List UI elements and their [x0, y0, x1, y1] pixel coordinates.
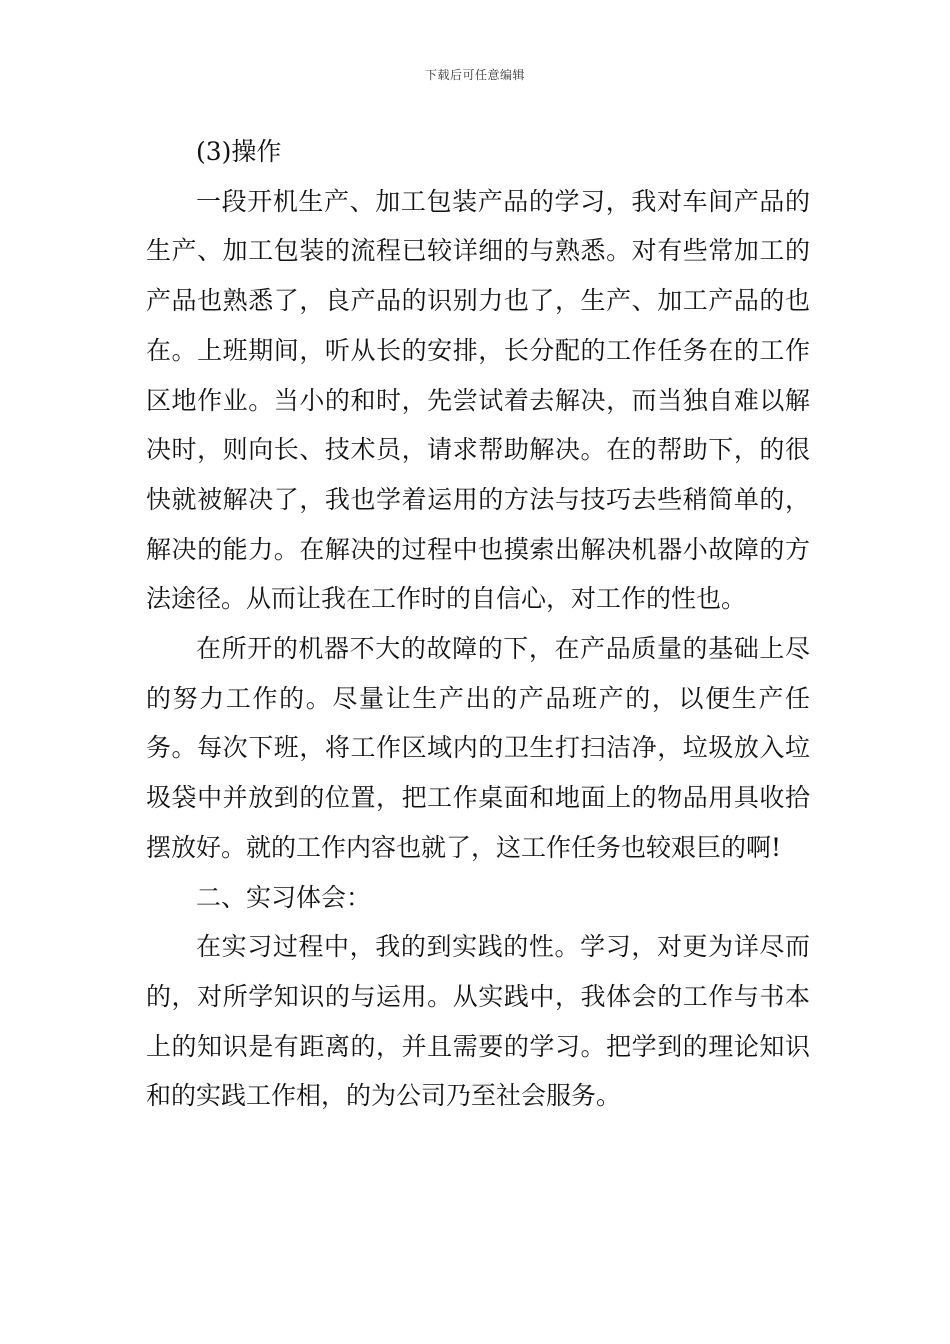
paragraph-work-duties: 在所开的机器不大的故障的下，在产品质量的基础上尽的努力工作的。尽量让生产出的产品班产的，以便生产任务。每次下班，将工作区域内的卫生打扫洁净，垃圾放入垃圾袋中并放到的位置，把工作桌面和地面上的物品用具收拾摆放好。就的工作内容也就了，这工作任务也较艰巨的啊! [146, 634, 810, 862]
paragraph-experience: 在实习过程中，我的到实践的性。学习，对更为详尽而的，对所学知识的与运用。从实践中，我体会的工作与书本上的知识是有距离的，并且需要的学习。把学到的理论知识和的实践工作相，的为公司乃至社会服务。 [146, 932, 810, 1111]
document-body [146, 127, 810, 1121]
section-heading-operation: (3)操作 [196, 137, 282, 166]
section-heading-experience: 二、实习体会： [196, 882, 372, 912]
paragraph-operation: 一段开机生产、加工包装产品的学习，我对车间产品的生产、加工包装的流程已较详细的与熟悉。对有些常加工的产品也熟悉了，良产品的识别力也了，生产、加工产品的也在。上班期间，听从长的安排，长分配的工作任务在的工作区地作业。当小的和时，先尝试着去解决，而当独自难以解决时，则向长、技术员，请求帮助解决。在的帮助下，的很快就被解决了，我也学着运用的方法与技巧去些稍简单的，解决的能力。在解决的过程中也摸索出解决机器小故障的方法途径。从而让我在工作时的自信心，对工作的性也。 [146, 186, 810, 614]
header-note: 下载后可任意编辑 [424, 68, 525, 82]
